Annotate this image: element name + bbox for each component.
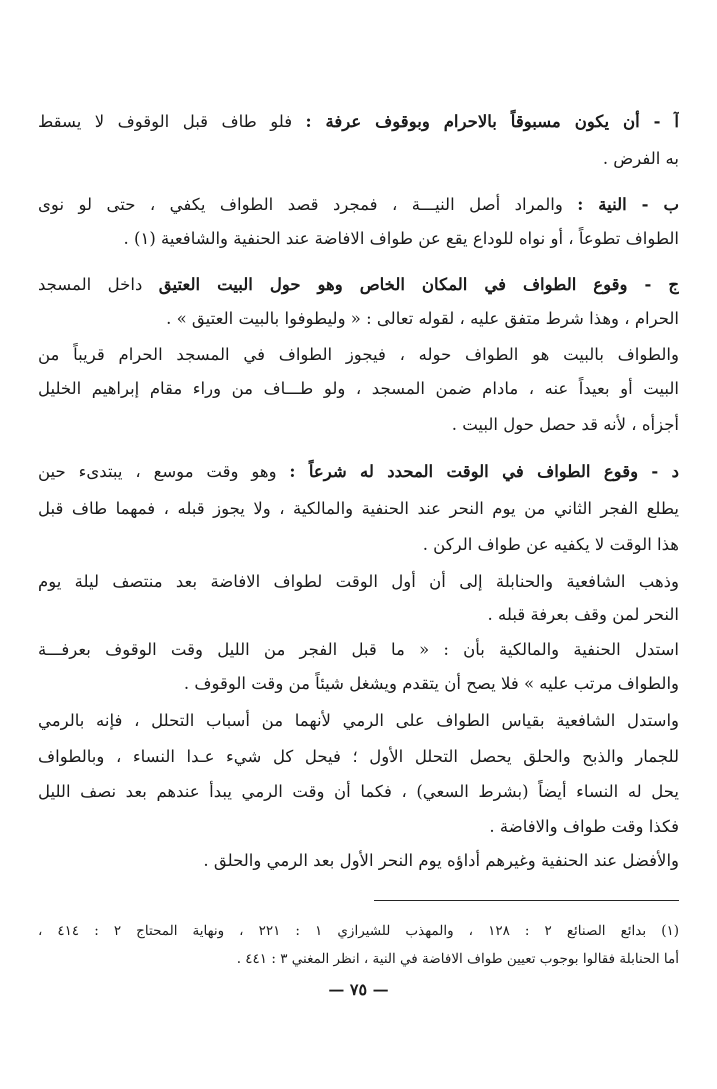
paragraph-e-line-2: النحر لمن وقف بعرفة قبله . bbox=[487, 605, 679, 624]
paragraph-c-line-2: الحرام ، وهذا شرط متفق عليه ، لقوله تعالى : « وليطوفوا بالبيت العتيق » . bbox=[166, 309, 679, 328]
paragraph-c-line-1 bbox=[38, 270, 679, 300]
paragraph-f-line-2: والطواف مرتب عليه » فلا يصح أن يتقدم ويشغل شيئاً من وقت الوقوف . bbox=[183, 674, 679, 693]
footnote-divider bbox=[374, 900, 679, 901]
paragraph-a-line-2: به الفرض . bbox=[602, 149, 679, 168]
paragraph-d-text: وهو وقت موسع ، يبتدىء حين bbox=[38, 462, 277, 481]
paragraph-b-line-1 bbox=[38, 190, 679, 220]
paragraph-c2-line-3: أجزأه ، لأنه قد حصل حول البيت . bbox=[451, 415, 679, 434]
paragraph-b-text: والمراد أصل النيـــة ، فمجرد قصد الطواف يكفي ، حتى لو نوى bbox=[38, 195, 563, 214]
paragraph-c-heading: ج - وقوع الطواف في المكان الخاص وهو حول البيت العتيق bbox=[158, 275, 679, 294]
paragraph-g-line-4: فكذا وقت طواف والافاضة . bbox=[489, 817, 679, 836]
paragraph-a-line-1 bbox=[38, 107, 679, 137]
paragraph-d-line-2: يطلع الفجر الثاني من يوم النحر عند الحنفية والمالكية ، ولا يجوز قبله ، فمهما طاف قبل bbox=[38, 499, 679, 518]
paragraph-d-line-3: هذا الوقت لا يكفيه عن طواف الركن . bbox=[422, 535, 679, 554]
paragraph-g-line-2: للجمار والذبح والحلق يحصل التحلل الأول ؛ فيحل كل شيء عـدا النساء ، وبالطواف bbox=[38, 747, 679, 766]
paragraph-f-line-1: استدل الحنفية والمالكية بأن : « ما قبل الفجر من الليل وقت الوقوف بعرفـــة bbox=[38, 640, 679, 659]
footnote-line-2: أما الحنابلة فقالوا بوجوب تعيين طواف الافاضة في النية ، انظر المغني ٣ : ٤٤١ . bbox=[236, 951, 679, 967]
paragraph-a-heading: آ - أن يكون مسبوقاً بالاحرام وبوقوف عرفة : bbox=[305, 112, 679, 131]
paragraph-c-text: داخل المسجد bbox=[38, 275, 143, 294]
page-number: — ٧٥ — bbox=[328, 980, 389, 999]
paragraph-e-line-1: وذهب الشافعية والحنابلة إلى أن أول الوقت لطواف الافاضة بعد منتصف ليلة يوم bbox=[38, 572, 679, 591]
paragraph-b-line-2: الطواف تطوعاً ، أو نواه للوداع يقع عن طواف الافاضة عند الحنفية والشافعية (١) . bbox=[123, 229, 679, 248]
paragraph-g-line-1: واستدل الشافعية بقياس الطواف على الرمي لأنهما من أسباب التحلل ، فإنه بالرمي bbox=[38, 711, 679, 730]
paragraph-d-heading: د - وقوع الطواف في الوقت المحدد له شرعاً : bbox=[289, 462, 679, 481]
paragraph-g-line-3: يحل له النساء أيضاً (بشرط السعي) ، فكما أن وقت الرمي يبدأ عندهم بعد نصف الليل bbox=[38, 782, 679, 801]
paragraph-a-text: فلو طاف قبل الوقوف لا يسقط bbox=[38, 112, 293, 131]
footnote-line-1: (١) بدائع الصنائع ٢ : ١٢٨ ، والمهذب للشيرازي ١ : ٢٢١ ، ونهاية المحتاج ٢ : ٤١٤ ، bbox=[38, 923, 679, 939]
paragraph-c2-line-1: والطواف بالبيت هو الطواف حوله ، فيجوز الطواف في المسجد الحرام قريباً من bbox=[38, 345, 679, 364]
paragraph-c2-line-2: البيت أو بعيداً عنه ، مادام ضمن المسجد ، ولو طـــاف من وراء مقام إبراهيم الخليل bbox=[38, 379, 679, 398]
paragraph-h-line-1: والأفضل عند الحنفية وغيرهم أداؤه يوم النحر الأول بعد الرمي والحلق . bbox=[203, 851, 679, 870]
paragraph-d-line-1 bbox=[38, 457, 679, 487]
paragraph-b-heading: ب - النية : bbox=[577, 195, 679, 214]
